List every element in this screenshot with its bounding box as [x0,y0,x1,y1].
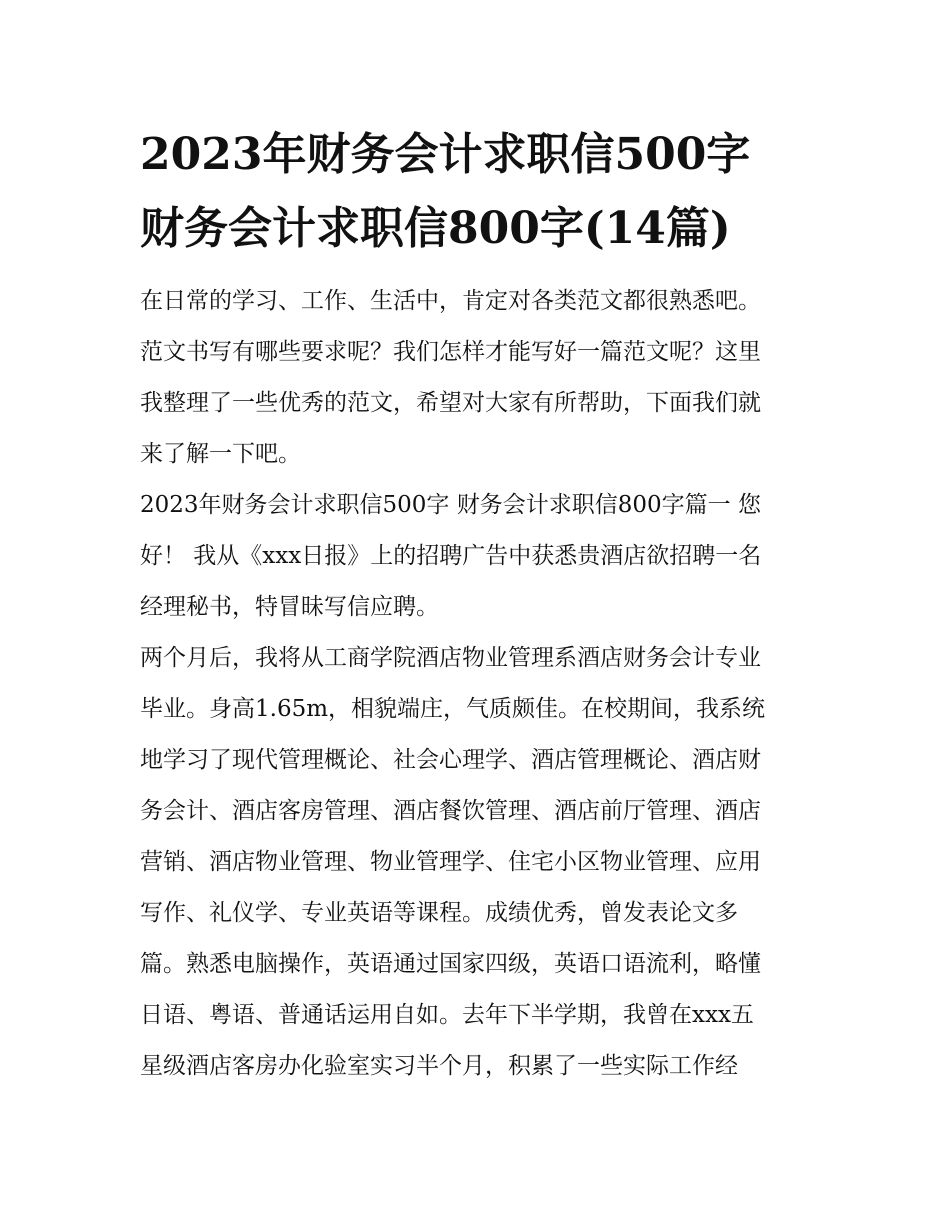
text-line: 两个月后，我将从工商学院酒店物业管理系酒店财务会计专业 [140,645,761,671]
text-line: 地学习了现代管理概论、社会心理学、酒店管理概论、酒店财 [140,747,761,773]
letter-body-paragraph [140,633,820,1092]
intro-paragraph [140,276,820,480]
document-title [140,118,820,266]
letter-opening-paragraph [140,480,820,633]
text-line: 星级酒店客房办化验室实习半个月，积累了一些实际工作经 [140,1053,738,1079]
text-line: 写作、礼仪学、专业英语等课程。成绩优秀，曾发表论文多 [140,900,738,926]
text-line: 2023年财务会计求职信500字 财务会计求职信800字篇一 您 [140,492,761,518]
text-line: 毕业。身高1.65m，相貌端庄，气质颇佳。在校期间，我系统 [140,696,766,722]
document-body [140,276,820,1092]
text-line: 篇。熟悉电脑操作，英语通过国家四级，英语口语流利，略懂 [140,951,761,977]
text-line: 经理秘书，特冒昧写信应聘。 [140,594,439,620]
title-line: 2023年财务会计求职信500字 [140,129,751,180]
text-line: 日语、粤语、普通话运用自如。去年下半学期，我曾在xxx五 [140,1002,754,1028]
text-line: 营销、酒店物业管理、物业管理学、住宅小区物业管理、应用 [140,849,761,875]
text-line: 在日常的学习、工作、生活中，肯定对各类范文都很熟悉吧。 [140,288,761,314]
text-line: 来了解一下吧。 [140,441,301,467]
text-line: 范文书写有哪些要求呢？我们怎样才能写好一篇范文呢？这里 [140,339,761,365]
title-line: 财务会计求职信800字(14篇) [140,203,731,254]
text-line: 我整理了一些优秀的范文，希望对大家有所帮助，下面我们就 [140,390,761,416]
text-line: 务会计、酒店客房管理、酒店餐饮管理、酒店前厅管理、酒店 [140,798,761,824]
text-line: 好！ 我从《xxx日报》上的招聘广告中获悉贵酒店欲招聘一名 [140,543,762,569]
